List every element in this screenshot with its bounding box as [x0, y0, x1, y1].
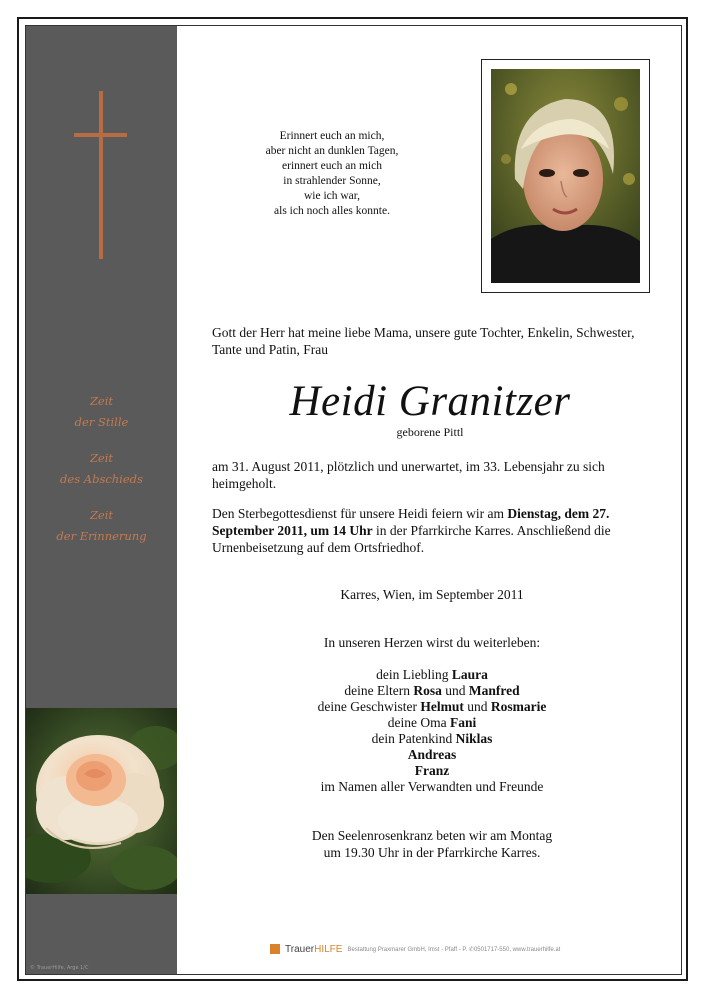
portrait-photo [491, 69, 640, 283]
trauerhilfe-logo-icon [270, 944, 280, 954]
birth-name: geborene Pittl [396, 425, 464, 439]
portrait-frame [481, 59, 650, 293]
death-notice-text: am 31. August 2011, plötzlich und unerwartet, im 33. Lebensjahr zu sich heimgeholt. [212, 459, 605, 491]
mourner-line [212, 731, 652, 747]
mourner-name: Laura [451, 667, 488, 682]
mourner-line [212, 683, 652, 699]
sidebar-phrase-stille [26, 391, 177, 433]
poem-line: erinnert euch an mich [282, 160, 382, 172]
mourner-relation: deine Geschwister [317, 699, 421, 714]
sidebar-phrase-line: Zeit [89, 451, 114, 465]
rosary-line: Den Seelenrosenkranz beten wir am Montag [311, 828, 553, 843]
footer [270, 942, 560, 956]
footer-info: Bestattung Praxmarer GmbH, Imst - Pfaff - P. ✆0501717-550, www.trauerhilfe.at [347, 946, 561, 953]
sidebar-phrase-erinnerung [26, 505, 177, 547]
sidebar-phrase-line: Zeit [89, 508, 114, 522]
sidebar [26, 26, 177, 974]
rosary-line: um 19.30 Uhr in der Pfarrkirche Karres. [323, 845, 541, 860]
mourner-name: Franz [414, 763, 450, 778]
sidebar-phrase-abschied [26, 448, 177, 490]
poem-line: in strahlender Sonne, [283, 175, 381, 187]
poem-line: Erinnert euch an mich, [279, 130, 385, 142]
funeral-service-text [212, 505, 654, 556]
deceased-name: Heidi Granitzer [289, 378, 571, 425]
mourner-line [212, 747, 652, 763]
trauerhilfe-logo [285, 944, 342, 955]
mourner-line [212, 699, 652, 715]
mourner-relation: deine Eltern [344, 683, 414, 698]
mourner-name: Fani [449, 715, 477, 730]
mourner-line [212, 715, 652, 731]
poem-line: wie ich war, [303, 190, 361, 202]
logo-text-accent: HILFE [314, 943, 343, 955]
sidebar-phrase-line: der Erinnerung [56, 529, 147, 543]
mourner-name: Rosa [413, 683, 442, 698]
intro-text: Gott der Herr hat meine liebe Mama, unsere gute Tochter, Enkelin, Schwester, Tante und Patin, Frau [212, 325, 635, 357]
poem [210, 129, 454, 219]
mourner-name: Helmut [420, 699, 464, 714]
copyright-text: © TrauerHilfe, Arge 1/C [30, 965, 89, 971]
mourner-relation: dein Patenkind [371, 731, 456, 746]
mourners-list [212, 667, 652, 795]
cross-icon-bar [74, 133, 127, 137]
portrait-icon [491, 69, 640, 283]
mourner-relation: deine Oma [387, 715, 450, 730]
sidebar-phrase-line: des Abschieds [60, 472, 143, 486]
mourner-conjunction: und [463, 699, 491, 714]
mourner-conjunction: und [441, 683, 469, 698]
mourner-relation: dein Liebling [376, 667, 452, 682]
sidebar-phrase-line: der Stille [74, 415, 129, 429]
place-date: Karres, Wien, im September 2011 [340, 587, 524, 602]
mourner-name: Andreas [407, 747, 457, 762]
poem-line: aber nicht an dunklen Tagen, [265, 145, 399, 157]
sidebar-phrase-line: Zeit [89, 394, 114, 408]
mourner-name: Rosmarie [490, 699, 547, 714]
mourner-line [212, 667, 652, 683]
mourner-line [212, 763, 652, 779]
cross-icon [99, 91, 103, 259]
funeral-text-part: in der Pfarrkirche Karres. Anschließend die Urnenbeisetzung auf dem Ortsfriedhof. [212, 523, 611, 555]
mourner-name: Manfred [468, 683, 520, 698]
hearts-text: In unseren Herzen wirst du weiterleben: [323, 635, 541, 650]
mourner-name: Niklas [455, 731, 493, 746]
poem-line: als ich noch alles konnte. [274, 205, 390, 217]
rose-icon [26, 708, 177, 894]
funeral-text-part: Den Sterbegottesdienst für unsere Heidi feiern wir am [212, 506, 508, 521]
funeral-date-time: Dienstag, dem 27. September 2011, um 14 Uhr [212, 506, 610, 538]
rose-image [26, 708, 177, 894]
rosary-text [212, 827, 652, 861]
logo-text: Trauer [285, 943, 315, 955]
mourner-line: im Namen aller Verwandten und Freunde [320, 779, 544, 794]
